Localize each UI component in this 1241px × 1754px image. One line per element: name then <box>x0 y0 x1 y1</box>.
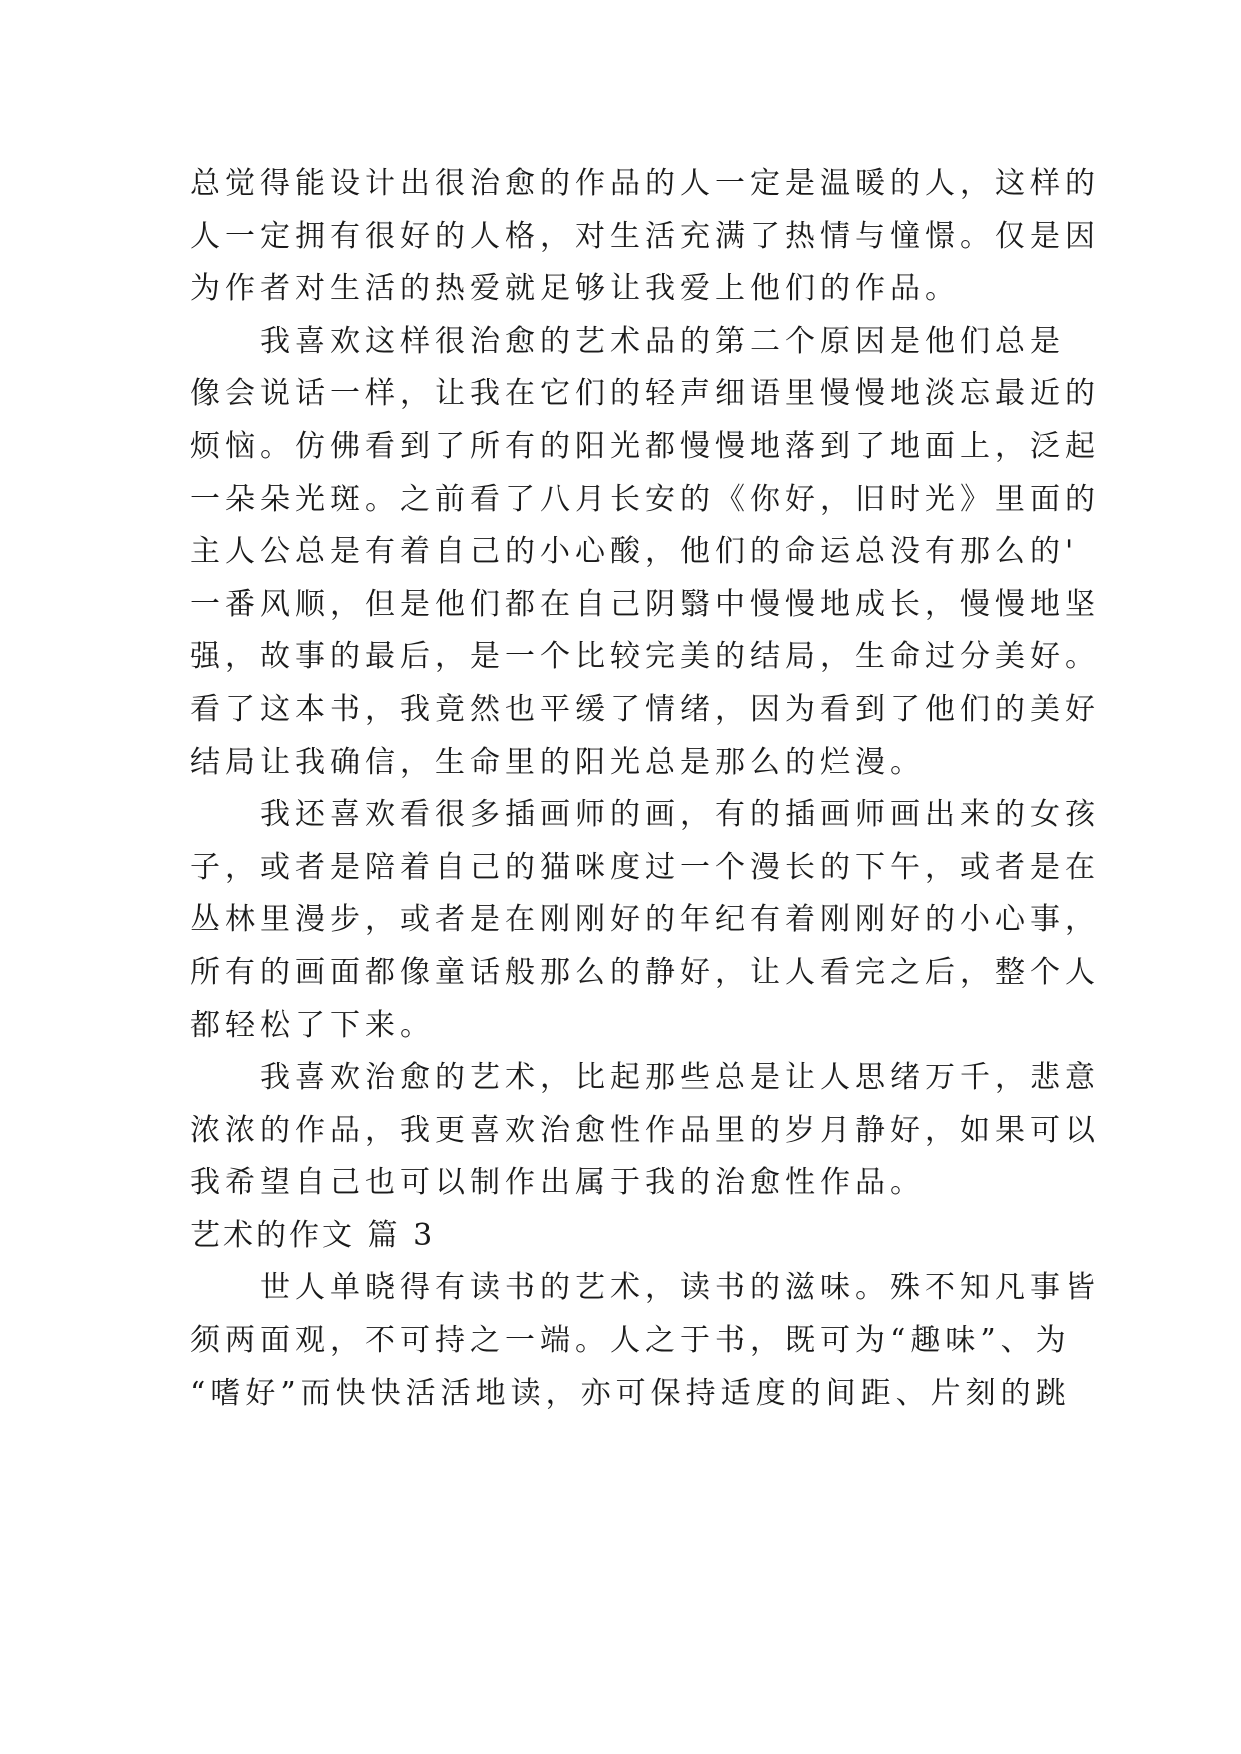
text-line: 结局让我确信，生命里的阳光总是那么的烂漫。 <box>190 744 925 780</box>
text-line: 浓浓的作品，我更喜欢治愈性作品里的岁月静好，如果可以 <box>190 1112 1100 1148</box>
text-line: 丛林里漫步，或者是在刚刚好的年纪有着刚刚好的小心事， <box>190 902 1100 938</box>
text-line: 我喜欢这样很治愈的艺术品的第二个原因是他们总是 <box>260 323 1065 359</box>
text-line: 人一定拥有很好的人格，对生活充满了热情与憧憬。仅是因 <box>190 218 1100 254</box>
text-line: 为作者对生活的热爱就足够让我爱上他们的作品。 <box>190 271 960 307</box>
text-line: 一朵朵光斑。之前看了八月长安的《你好，旧时光》里面的 <box>190 481 1100 517</box>
text-line: 烦恼。仿佛看到了所有的阳光都慢慢地落到了地面上，泛起 <box>190 428 1100 464</box>
text-line: 所有的画面都像童话般那么的静好，让人看完之后，整个人 <box>190 954 1100 990</box>
text-line: 我喜欢治愈的艺术，比起那些总是让人思绪万千，悲意 <box>260 1060 1100 1096</box>
text-line: 总觉得能设计出很治愈的作品的人一定是温暖的人，这样的 <box>190 166 1100 201</box>
text-line: 我还喜欢看很多插画师的画，有的插画师画出来的女孩 <box>260 797 1100 833</box>
text-line: 须两面观，不可持之一端。人之于书，既可为“趣味”、为 <box>190 1323 1071 1359</box>
text-line: 子，或者是陪着自己的猫咪度过一个漫长的下午，或者是在 <box>190 849 1100 885</box>
text-line: 世人单晓得有读书的艺术，读书的滋味。殊不知凡事皆 <box>260 1270 1100 1306</box>
text-line: 像会说话一样，让我在它们的轻声细语里慢慢地淡忘最近的 <box>190 376 1100 412</box>
document-body <box>190 158 1100 1420</box>
text-line: 一番风顺，但是他们都在自己阴翳中慢慢地成长，慢慢地坚 <box>190 586 1100 622</box>
text-line: 主人公总是有着自己的小心酸，他们的命运总没有那么的' <box>190 534 1079 570</box>
text-line: 看了这本书，我竟然也平缓了情绪，因为看到了他们的美好 <box>190 691 1100 727</box>
text-line: “嗜好”而快快活活地读，亦可保持适度的间距、片刻的跳 <box>190 1375 1071 1411</box>
text-line: 强，故事的最后，是一个比较完美的结局，生命过分美好。 <box>190 639 1100 675</box>
text-line: 都轻松了下来。 <box>190 1007 435 1043</box>
section-heading: 艺术的作文 篇 3 <box>190 1217 436 1253</box>
text-line: 我希望自己也可以制作出属于我的治愈性作品。 <box>190 1165 925 1201</box>
